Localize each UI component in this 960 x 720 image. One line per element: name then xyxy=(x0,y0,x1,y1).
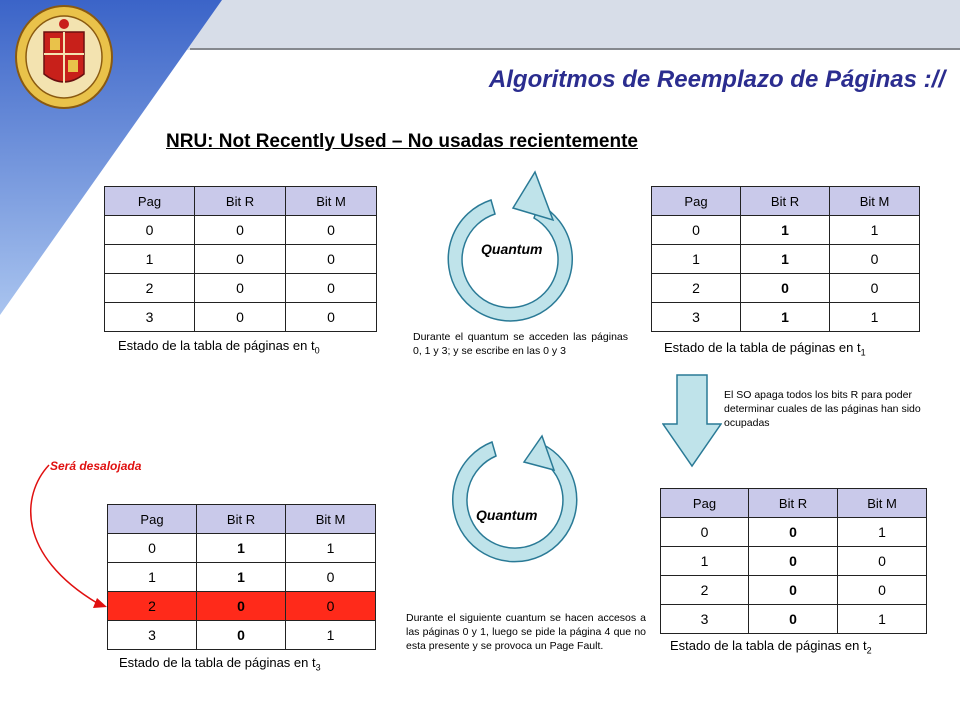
caption-subscript: 3 xyxy=(315,662,321,673)
caption-subscript: 2 xyxy=(866,645,872,656)
page-table-t3 xyxy=(107,504,376,650)
table-row xyxy=(105,245,377,274)
table-cell: 3 xyxy=(108,621,197,650)
note-page-fault: Durante el siguiente cuantum se hacen accesos a las páginas 0 y 1, luego se pide la página 4 que no esta presente y se provoca un Page Fault. xyxy=(406,612,646,652)
table-cell: 0 xyxy=(749,605,838,634)
table-cell: 0 xyxy=(830,274,920,303)
table-cell: 1 xyxy=(108,563,197,592)
table-row xyxy=(108,621,376,650)
note-reset-bits: El SO apaga todos los bits R para poder determinar cuales de las páginas han sido ocupadas xyxy=(724,389,921,429)
page-table-t0 xyxy=(104,186,377,332)
table-cell: 3 xyxy=(105,303,195,332)
table-cell: 0 xyxy=(108,534,197,563)
column-header: Bit M xyxy=(286,187,377,216)
table-cell: 0 xyxy=(197,592,286,621)
column-header: Pag xyxy=(108,505,197,534)
table-cell: 1 xyxy=(830,216,920,245)
table-row xyxy=(652,216,920,245)
table-row xyxy=(652,303,920,332)
quantum-label: Quantum xyxy=(481,241,543,257)
table-cell: 1 xyxy=(286,621,376,650)
caption-text: Estado de la tabla de páginas en t xyxy=(664,340,861,355)
table-row xyxy=(105,216,377,245)
page-title: Algoritmos de Reemplazo de Páginas :// xyxy=(488,66,945,93)
quantum-label: Quantum xyxy=(476,507,538,523)
table-cell: 1 xyxy=(286,534,376,563)
table-cell: 2 xyxy=(105,274,195,303)
table-cell: 1 xyxy=(652,245,741,274)
table-cell: 0 xyxy=(286,303,377,332)
table-cell: 0 xyxy=(286,216,377,245)
note-quantum-access: Durante el quantum se acceden las páginas 0, 1 y 3; y se escribe en las 0 y 3 xyxy=(413,331,628,357)
column-header: Pag xyxy=(105,187,195,216)
table-header-row xyxy=(105,187,377,216)
table-row xyxy=(652,245,920,274)
table-cell: 0 xyxy=(105,216,195,245)
caption-subscript: 1 xyxy=(860,347,866,358)
caption-text: Estado de la tabla de páginas en t xyxy=(670,638,867,653)
table-cell: 1 xyxy=(105,245,195,274)
table-cell: 2 xyxy=(661,576,749,605)
column-header: Bit R xyxy=(197,505,286,534)
table-cell: 0 xyxy=(197,621,286,650)
column-header: Bit M xyxy=(286,505,376,534)
table-cell: 0 xyxy=(195,216,286,245)
table-cell: 0 xyxy=(286,592,376,621)
column-header: Pag xyxy=(661,489,749,518)
caption-subscript: 0 xyxy=(314,345,320,356)
table-cell: 0 xyxy=(749,576,838,605)
table-cell: 0 xyxy=(749,547,838,576)
table-header-row xyxy=(108,505,376,534)
table-cell: 0 xyxy=(195,274,286,303)
table-cell: 2 xyxy=(652,274,741,303)
table-cell: 1 xyxy=(661,547,749,576)
table-cell: 0 xyxy=(749,518,838,547)
column-header: Bit R xyxy=(195,187,286,216)
table-row xyxy=(661,576,927,605)
table-cell: 0 xyxy=(661,518,749,547)
table-header-row xyxy=(661,489,927,518)
table-header-row xyxy=(652,187,920,216)
page-table-t2 xyxy=(660,488,927,634)
table-row xyxy=(661,547,927,576)
table-caption-t2 xyxy=(670,638,872,656)
table-cell: 0 xyxy=(652,216,741,245)
column-header: Bit R xyxy=(749,489,838,518)
column-header: Bit M xyxy=(830,187,920,216)
column-header: Bit M xyxy=(838,489,927,518)
table-cell: 1 xyxy=(741,245,830,274)
table-cell: 1 xyxy=(741,216,830,245)
table-row xyxy=(105,303,377,332)
table-row xyxy=(105,274,377,303)
table-row xyxy=(652,274,920,303)
table-row xyxy=(108,534,376,563)
table-cell: 1 xyxy=(197,534,286,563)
table-cell: 0 xyxy=(286,274,377,303)
down-arrow-icon xyxy=(662,374,722,468)
table-cell: 3 xyxy=(661,605,749,634)
page-table-t1 xyxy=(651,186,920,332)
table-cell: 1 xyxy=(838,605,927,634)
table-cell: 0 xyxy=(830,245,920,274)
table-cell: 1 xyxy=(197,563,286,592)
table-row xyxy=(661,605,927,634)
table-row xyxy=(661,518,927,547)
caption-text: Estado de la tabla de páginas en t xyxy=(119,655,316,670)
table-cell: 0 xyxy=(195,303,286,332)
table-caption-t3 xyxy=(119,655,321,673)
column-header: Pag xyxy=(652,187,741,216)
column-header: Bit R xyxy=(741,187,830,216)
table-cell: 2 xyxy=(108,592,197,621)
table-cell: 1 xyxy=(838,518,927,547)
table-cell: 0 xyxy=(838,576,927,605)
table-row-evicted xyxy=(108,592,376,621)
university-seal-logo xyxy=(14,4,114,110)
table-cell: 0 xyxy=(195,245,286,274)
table-cell: 0 xyxy=(838,547,927,576)
table-cell: 1 xyxy=(741,303,830,332)
table-cell: 1 xyxy=(830,303,920,332)
evict-label: Será desalojada xyxy=(50,459,142,473)
table-cell: 0 xyxy=(286,563,376,592)
table-caption-t0 xyxy=(118,338,320,356)
evict-pointer-arrow xyxy=(15,455,115,610)
table-cell: 3 xyxy=(652,303,741,332)
section-subtitle: NRU: Not Recently Used – No usadas recientemente xyxy=(166,131,638,152)
table-cell: 0 xyxy=(741,274,830,303)
table-row xyxy=(108,563,376,592)
table-caption-t1 xyxy=(664,340,866,358)
table-cell: 0 xyxy=(286,245,377,274)
caption-text: Estado de la tabla de páginas en t xyxy=(118,338,315,353)
